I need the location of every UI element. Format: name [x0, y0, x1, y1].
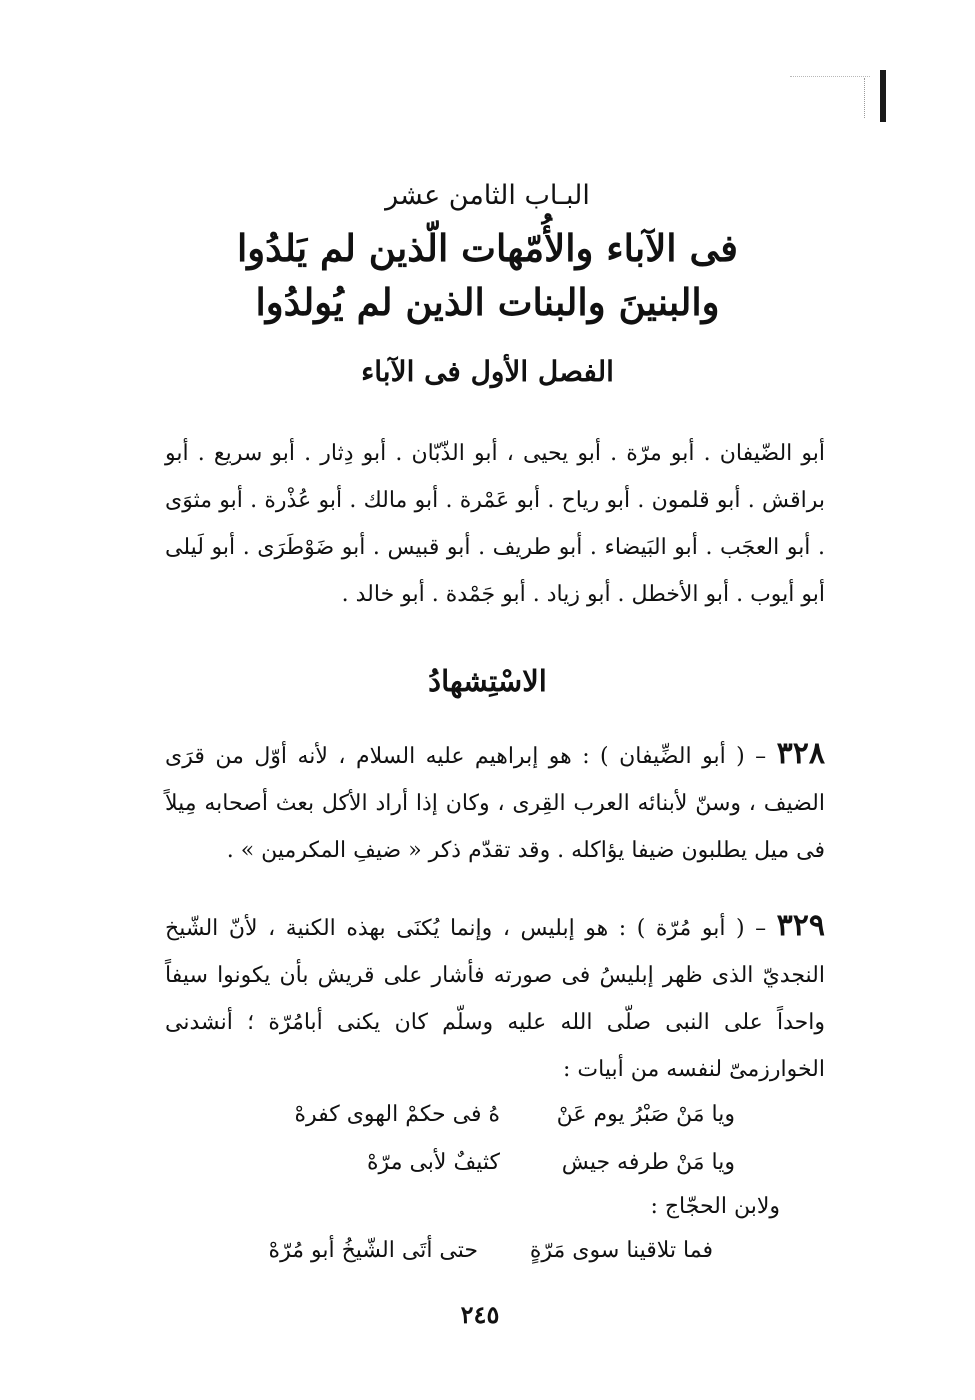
verse-hemistich-first: فما تلاقينا سوى مَرّةٍ	[529, 1238, 713, 1263]
verse-hemistich-first: ويا مَنْ صَبْرُ يوم عَنْ	[556, 1102, 735, 1127]
page-number: ٢٤٥	[460, 1300, 500, 1329]
section-title: الفصل الأول فى الآباء	[361, 355, 614, 388]
final-verse-line	[268, 1236, 713, 1266]
verse-hemistich-first: ويا مَنْ طرفه جيش	[561, 1150, 735, 1175]
scan-edge-mark	[880, 70, 886, 122]
scan-edge-rule	[790, 76, 870, 77]
verse-hemistich-second: حتى أتَى الشّيخُ أبو مُرّهْ	[268, 1238, 478, 1263]
verse-intro: ولابن الحجّاج :	[650, 1194, 780, 1219]
entry-328	[165, 730, 825, 874]
chapter-title-line-2: والبنينَ والبنات الذين لم يُولدُوا	[255, 280, 720, 324]
verse-hemistich-second: كثيفٌ لأبى مرّهْ	[367, 1150, 500, 1175]
entry-number: ٣٢٨	[776, 736, 825, 771]
names-list-paragraph: أبو الضّيفان . أبو مرّة . أبو يحيى ، أبو الذّبّان . أبو دِثار . أبو سريع . أبو براقش . أبو قلمون . أبو رياح . أبو عَمْرة . أبو مالك . أبو عُذْرة . أبو مثوَى . أبو العجَب . أبو البَيضاء . أبو طريف . أبو قبيس . أبو ضَوْطَرَى . أبو لَيلى أبو أيوب . أبو الأخطل . أبو زياد . أبو جَمْدة . أبو خالد .	[165, 441, 825, 607]
chapter-number: البـاب الثامن عشر	[385, 180, 590, 211]
chapter-title-line-1: فى الآباء والأُمّهات الّذين لم يَلدُوا	[237, 226, 738, 270]
entry-number: ٣٢٩	[776, 908, 825, 943]
scan-edge-dots	[864, 78, 877, 118]
entry-text: – ( أبو مُرّة ) : هو إبليس ، وإنما يُكنَى بهذه الكنية ، لأنّ الشّيخ النجديّ الذى ظهر إبليسُ فى صورته فأشار على قريش بأن يكونوا سيفاً واحداً على النبى صلّى الله عليه وسلّم كان يكنى أبامُرّة ؛ أنشدنى الخوارزمىّ لنفسه من أبيات :	[165, 916, 825, 1082]
verse-line	[290, 1148, 735, 1178]
verse-hemistich-second: هُ فى حكمْ الهوى كفرهْ	[294, 1102, 500, 1127]
subheading: الاسْتِشهادُ	[428, 664, 547, 698]
verse-line	[290, 1100, 735, 1130]
entry-text: – ( أبو الضِّيفان ) : هو إبراهيم عليه السلام ، لأنه أوّل من قرَى الضيف ، وسنّ لأبنائه العرب القِرى ، وكان إذا أراد الأكل بعث أصحابه مِيلاً فى ميل يطلبون ضيفا يؤاكله . وقد تقدّم ذكر « ضيفِ المكرمين » .	[165, 744, 825, 863]
entry-329	[165, 902, 825, 1093]
